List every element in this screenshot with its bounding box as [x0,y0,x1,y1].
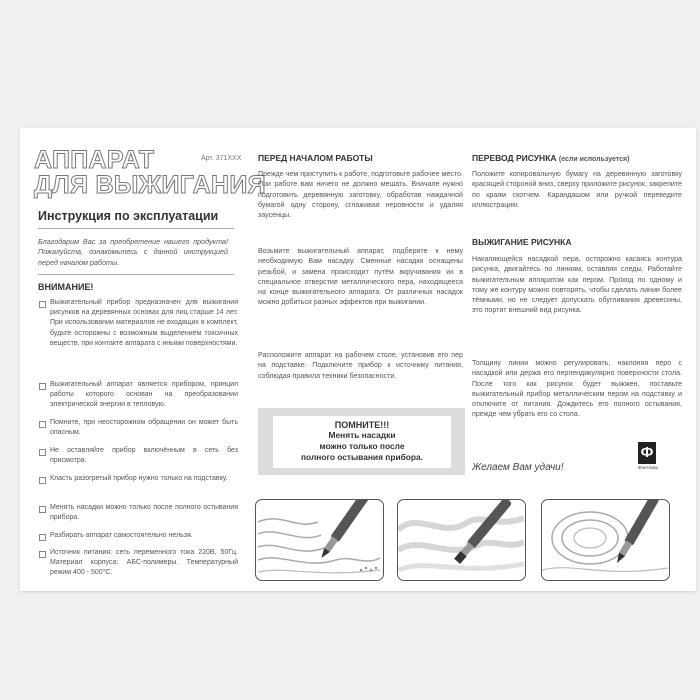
transfer-heading-text: ПЕРЕВОД РИСУНКА [472,153,557,163]
subtitle: Инструкция по эксплуатации [38,209,219,223]
warning-item [38,503,238,523]
divider [38,228,234,229]
warning-item [38,474,238,484]
warning-item-text: Разбирать аппарат самостоятельно нельзя. [50,532,193,539]
instruction-sheet [20,128,696,591]
warning-item [38,446,238,466]
burning-paragraph-2: Толщину линии можно регулировать, наклоняя перо с насадкой или держа его перпендикулярно поверхности стола. После того как рисунок будет выжжен, поставьте выжигательный прибор металлическим пером на подставку и отключите от питания. Дождитесь его полного остывания, прежде чем убрать его со стола. [472,359,682,419]
warning-item [38,418,238,438]
title-line-1: АППАРАТ [34,146,155,174]
intro-text: Благодарим Вас за преобретение нашего продукта! Пожалуйста, ознакомьтесь с данной инструкцией перед началом работы. [38,237,228,267]
warning-item-text: Источник питания: сеть переменного тока 220В, 50Гц. Материал корпуса: АБС-полимеры. Температурный режим 400 - 500°С. [50,549,238,577]
warning-item [38,380,238,411]
burning-paragraph-1: Накаляющейся насадкой пера, осторожно касаясь контура рисунка, двигайтесь по линиям, оставляя следы. Работайте выжигательным аппаратом как пером. Проход по одному и тому же контуру можно повторять, чтобы сделать линии более тёмными, но не следует допускать обугливания древесины, это портит внешний вид рисунка. [472,255,682,315]
before-paragraph-1: Прежде чем приступить к работе, подготовьте рабочее место. При работе вам ничего не должно мешать. Вначале нужно подготовить деревянную заготовку, обработав наждачной бумагой одну сторону, сглаживая неровности и удаляя заусенцы. [258,170,463,220]
title-line-2: ДЛЯ ВЫЖИГАНИЯ [34,171,266,199]
warning-item-text: Менять насадки можно только после полного остывания прибора. [50,504,238,522]
remember-line-3: полного остывания прибора. [300,452,424,462]
wish-text: Желаем Вам удачи! [472,462,564,473]
remember-heading: ПОМНИТЕ!!! [334,420,390,430]
checkbox-icon [39,551,46,558]
warning-item-text: Выжигательный аппарат является прибором, принцип работы которого основан на преобразовании электрической энергии в тепловую. [50,381,238,409]
before-heading: ПЕРЕД НАЧАЛОМ РАБОТЫ [258,153,373,163]
checkbox-icon [39,534,46,541]
wood-burning-illustration-1 [256,500,382,579]
before-paragraph-2: Возьмите выжигательный аппарат, подберите к нему необходимую Вам насадку. Сменные насадки оснащены резьбой, и замена происходит путём вкручивания их в специальное отверстие металлического пера, находящееся на конце выжигательного аппарата. От различных насадок можно добиться разных эффектов при выжигании. [258,247,463,307]
checkbox-icon [39,383,46,390]
warning-item-text: Помните, при неосторожном обращении он может быть опасным. [50,419,238,437]
remember-line-1: Менять насадки [328,430,396,440]
checkbox-icon [39,506,46,513]
wood-burning-illustration-2 [398,500,524,579]
checkbox-icon [39,421,46,428]
remember-box-inner [273,416,451,468]
illustration-2 [397,499,526,581]
illustration-1 [255,499,384,581]
warning-item-text: Выжигательный прибор предназначен для выжигания рисунков на деревянных основах для лиц старше 14 лет. При использовании материалов не входящих в комплект, будьте осторожны с возможным выделением токсичных веществ, при контакте аппарата с иными поверхностями. [50,299,238,347]
before-paragraph-3: Расположите аппарат на рабочем столе, установив его пер на подставке. Подключите прибор к источнику питания, соблюдая правила техники безопасности. [258,351,463,380]
remember-line-2: можно только после [319,441,405,451]
divider [38,274,234,275]
warning-item [38,548,238,579]
wood-burning-illustration-3 [542,500,668,579]
article-number: Арт. 371XXX [201,155,242,162]
warning-item [38,298,238,349]
warning-item [38,531,238,541]
illustration-3 [541,499,670,581]
warning-item-text: Класть разогретый прибор нужно только на подставку. [50,475,228,482]
burning-heading: ВЫЖИГАНИЕ РИСУНКА [472,237,572,247]
warning-heading: ВНИМАНИЕ! [38,282,94,292]
brand-logo-icon: Ф [638,442,656,464]
transfer-heading-note: (если используется) [558,156,630,163]
transfer-heading [472,153,629,163]
checkbox-icon [39,301,46,308]
brand-name: Фантазёр [638,465,658,470]
remember-box [258,408,465,475]
warning-item-text: Не оставляйте прибор включённым в сеть без присмотра. [50,447,238,465]
transfer-paragraph: Положите копировальную бумагу на деревянную заготовку красящей стороной вниз, сверху приложите рисунок, закрепите по краям скотчем. Карандашом или ручкой переведите иллюстрацию. [472,170,682,209]
checkbox-icon [39,449,46,456]
checkbox-icon [39,477,46,484]
